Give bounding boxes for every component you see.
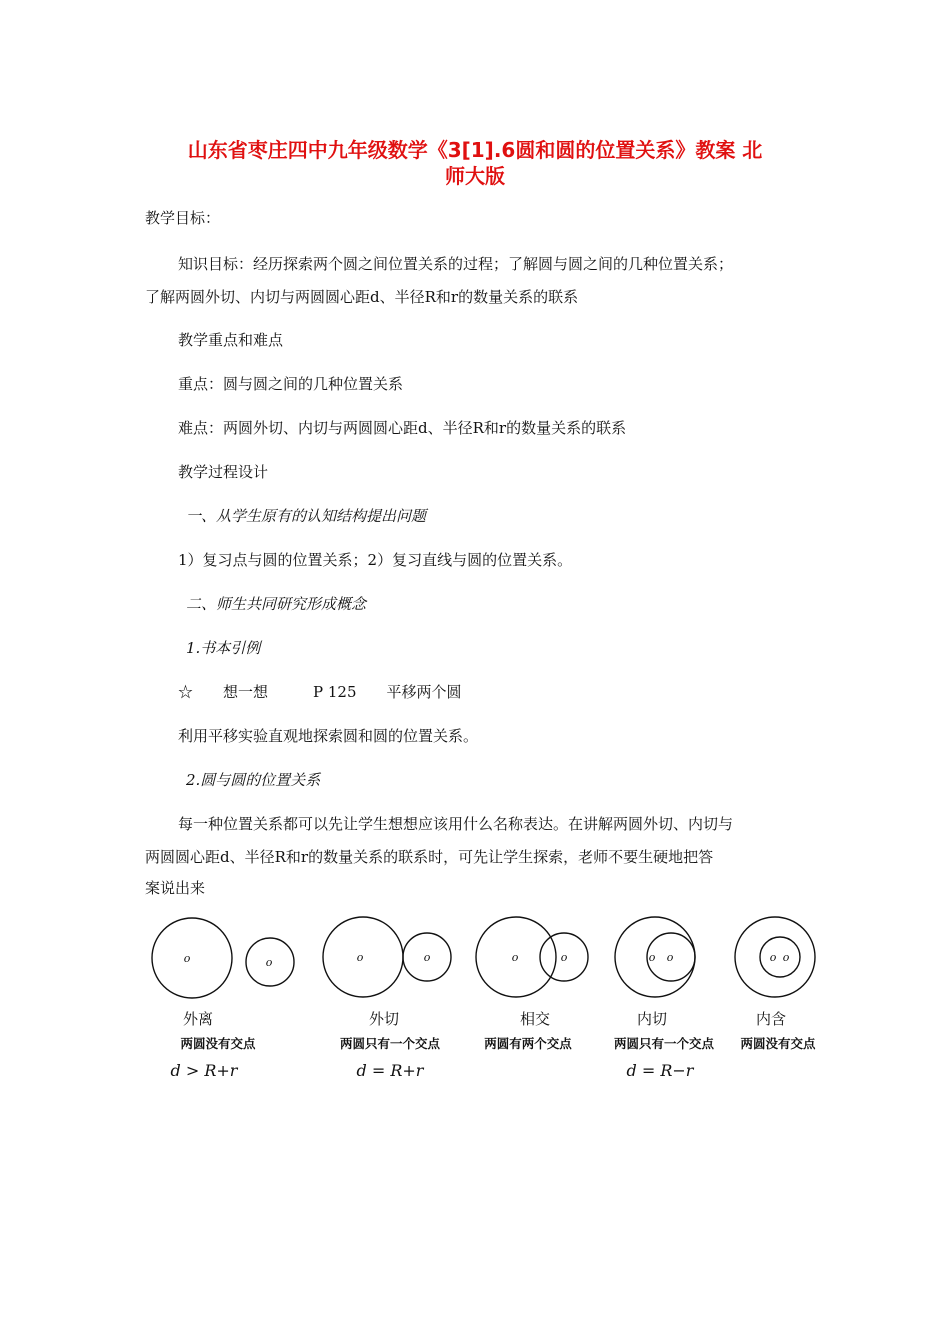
- case-formula: d = R+r: [356, 1061, 424, 1080]
- review-line: 1）复习点与圆的位置关系；2）复习直线与圆的位置关系。: [178, 551, 573, 569]
- case-formula: d = R−r: [626, 1061, 694, 1080]
- subsection-2-heading: 2.圆与圆的位置关系: [186, 771, 321, 789]
- difficulty: 难点：两圆外切、内切与两圆圆心距d、半径R和r的数量关系的联系: [178, 419, 627, 437]
- center-point: o: [356, 951, 364, 964]
- circle-positions-figure: [140, 900, 840, 1090]
- think-line: ☆ 想一想 P 125 平移两个圆: [178, 683, 462, 701]
- knowledge-goal-line1: 知识目标：经历探索两个圆之间位置关系的过程；了解圆与圆之间的几种位置关系；: [178, 255, 734, 273]
- goals-heading: 教学目标：: [145, 209, 221, 227]
- case-formula: d > R+r: [170, 1061, 238, 1080]
- contain-small-circle: [760, 937, 800, 977]
- paragraph-line1: 每一种位置关系都可以先让学生想想应该用什么名称表达。在讲解两圆外切、内切与: [178, 815, 734, 833]
- separate-large-circle: [152, 918, 232, 998]
- translate-line: 利用平移实验直观地探索圆和圆的位置关系。: [178, 727, 479, 745]
- knowledge-goal-line2: 了解两圆外切、内切与两圆圆心距d、半径R和r的数量关系的联系: [145, 288, 579, 306]
- center-point: o: [511, 951, 519, 964]
- case-description: 两圆没有交点: [180, 1036, 256, 1051]
- process-heading: 教学过程设计: [178, 463, 269, 481]
- case-name: 外切: [368, 1010, 400, 1028]
- case-description: 两圆只有一个交点: [339, 1036, 441, 1051]
- case-name: 外离: [182, 1010, 214, 1028]
- case-name: 内含: [755, 1010, 787, 1028]
- document-title-line1: 山东省枣庄四中九年级数学《3[1].6圆和圆的位置关系》教案 北: [187, 138, 763, 162]
- center-point: o: [648, 951, 656, 964]
- case-name: 内切: [636, 1010, 668, 1028]
- center-point: o: [782, 951, 790, 964]
- center-point: o: [560, 951, 568, 964]
- center-point: o: [265, 956, 273, 969]
- subsection-1-heading: 1.书本引例: [186, 639, 261, 657]
- keypoint: 重点：圆与圆之间的几种位置关系: [178, 375, 404, 393]
- center-point: o: [423, 951, 431, 964]
- case-name: 相交: [519, 1010, 551, 1028]
- case-description: 两圆没有交点: [740, 1036, 816, 1051]
- center-point: o: [769, 951, 777, 964]
- center-point: o: [183, 952, 191, 965]
- case-description: 两圆只有一个交点: [613, 1036, 715, 1051]
- case-description: 两圆有两个交点: [484, 1036, 572, 1051]
- section-1-heading: 一、从学生原有的认知结构提出问题: [186, 507, 427, 525]
- paragraph-line3: 案说出来: [145, 879, 206, 897]
- keypoints-heading: 教学重点和难点: [178, 331, 284, 349]
- center-point: o: [666, 951, 674, 964]
- document-title-line2: 师大版: [445, 164, 505, 188]
- section-2-heading: 二、师生共同研究形成概念: [186, 595, 367, 613]
- paragraph-line2: 两圆圆心距d、半径R和r的数量关系的联系时，可先让学生探索，老师不要生硬地把答: [145, 848, 714, 866]
